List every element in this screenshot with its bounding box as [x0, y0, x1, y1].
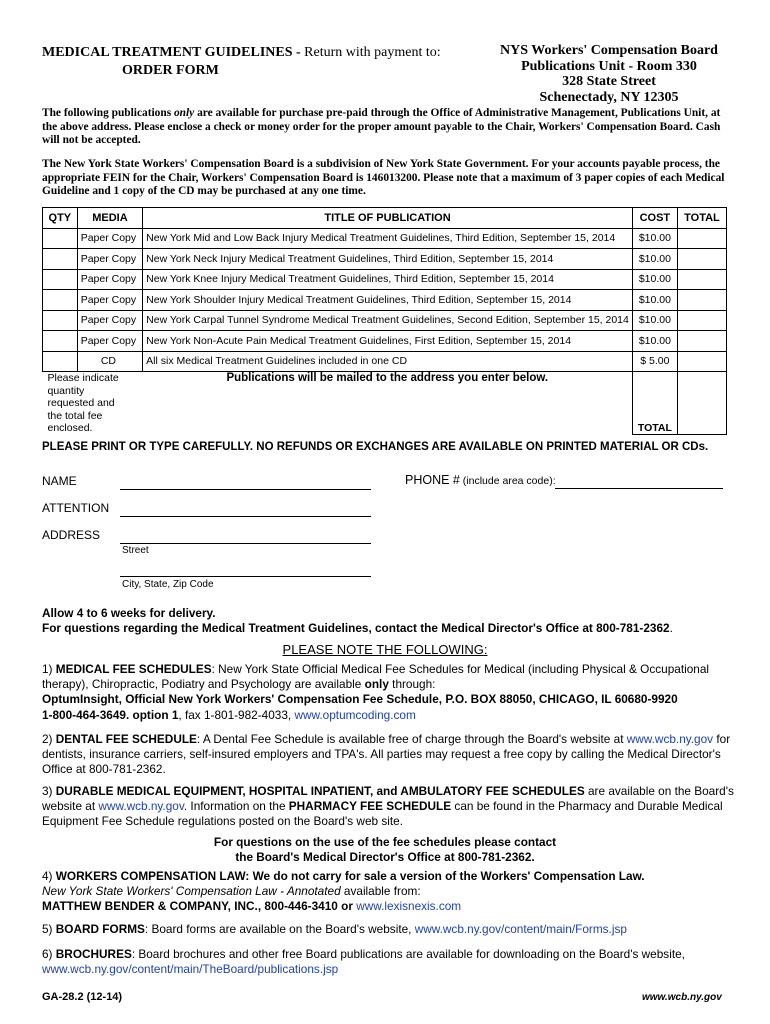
- header-total: TOTAL: [677, 208, 726, 229]
- note-text: : Board brochures and other free Board publications are available for downloading on the Board's website,: [131, 947, 685, 961]
- note-durable-equipment-fee-schedules: [42, 784, 742, 830]
- title-cell: New York Non-Acute Pain Medical Treatment Guidelines, First Edition, September 15, 2014: [143, 331, 633, 352]
- intro-paragraph-1: [42, 107, 734, 148]
- publications-link[interactable]: www.wcb.ny.gov/content/main/TheBoard/publications.jsp: [42, 962, 339, 977]
- note-text: can be found in the Pharmacy and Durable Medical Equipment Fee Schedule regulations posted on the Board's web site.: [42, 799, 723, 829]
- table-row: [43, 228, 727, 249]
- header-title: TITLE OF PUBLICATION: [143, 208, 633, 229]
- table-row: [43, 249, 727, 270]
- lexisnexis-link[interactable]: www.lexisnexis.com: [356, 899, 462, 914]
- city-state-zip-field[interactable]: [120, 576, 371, 577]
- note-medical-fee-schedules: [42, 662, 742, 723]
- phone-label-group: [405, 473, 556, 487]
- media-cell: Paper Copy: [77, 249, 142, 270]
- note-brochures: [42, 947, 742, 977]
- table-header-row: [43, 208, 727, 229]
- address-label: ADDRESS: [42, 528, 101, 542]
- header-cost: COST: [632, 208, 677, 229]
- qty-cell[interactable]: [43, 331, 78, 352]
- attention-label: ATTENTION: [42, 501, 110, 515]
- media-cell: Paper Copy: [77, 331, 142, 352]
- name-field[interactable]: [120, 489, 371, 490]
- note-board-forms: [42, 922, 742, 937]
- total-cell[interactable]: [677, 290, 726, 311]
- quantity-instruction: Please indicate quantity requested and the total fee enclosed.: [47, 372, 119, 434]
- table-row: [43, 351, 727, 372]
- cost-cell: $10.00: [632, 269, 677, 290]
- table-row: [43, 290, 727, 311]
- title-cell: New York Carpal Tunnel Syndrome Medical Treatment Guidelines, Second Edition, September 15, 2014: [143, 310, 633, 331]
- media-cell: Paper Copy: [77, 290, 142, 311]
- cost-cell: $10.00: [632, 290, 677, 311]
- total-cell[interactable]: [677, 269, 726, 290]
- phone-hint: (include area code):: [459, 475, 556, 487]
- note-heading: PHARMACY FEE SCHEDULE: [288, 799, 452, 814]
- attention-field[interactable]: [120, 516, 371, 517]
- qty-cell[interactable]: [43, 228, 78, 249]
- name-label: NAME: [42, 474, 77, 488]
- cost-cell: $10.00: [632, 228, 677, 249]
- media-cell: Paper Copy: [77, 269, 142, 290]
- mailing-note: Publications will be mailed to the address you enter below.: [226, 372, 549, 384]
- notes-heading: [0, 642, 770, 657]
- table-row: [43, 269, 727, 290]
- delivery-line: Allow 4 to 6 weeks for delivery.: [42, 606, 216, 620]
- note-text: are available on the Board's website at: [42, 784, 734, 814]
- title-cell: All six Medical Treatment Guidelines included in one CD: [143, 351, 633, 372]
- notes-heading-colon: :: [483, 642, 488, 657]
- intro-paragraph-2: The New York State Workers' Compensation Board is a subdivision of New York State Government. For your accounts payable process, the appropriate FEIN for the Chair, Workers' Compensation Board is 146013200. Please note that a maximum of 3 paper copies of each Medical Guideline and 1 copy of the CD may be purchased at any one time.: [42, 158, 725, 198]
- address-line: Schenectady, NY 12305: [539, 89, 679, 105]
- total-cell[interactable]: [677, 228, 726, 249]
- wcb-link[interactable]: www.wcb.ny.gov: [626, 732, 714, 746]
- intro-text: are available for purchase pre-paid through the Office of Administrative Management, Publications Unit, at the above address. Please enclose a check or money order for the proper amount payable to the Chair, Workers' Compensation Board. Cash will not be accepted.: [42, 107, 721, 147]
- note-number: 1): [42, 662, 56, 676]
- delivery-info: [42, 606, 673, 636]
- questions-line: the Board's Medical Director's Office at 800-781-2362.: [235, 850, 535, 865]
- law-title: New York State Workers' Compensation Law - Annotated: [42, 884, 341, 899]
- form-title-block: [42, 44, 462, 80]
- phone-field[interactable]: [555, 488, 723, 489]
- note-heading: DENTAL FEE SCHEDULE: [55, 732, 197, 746]
- form-subtitle: ORDER FORM: [122, 63, 219, 78]
- address-line: Publications Unit - Room 330: [521, 58, 697, 74]
- footer-website: www.wcb.ny.gov: [642, 992, 722, 1003]
- intro-text: The following publications: [42, 107, 174, 119]
- optumcoding-link[interactable]: www.optumcoding.com: [294, 707, 416, 722]
- note-number: 6): [42, 947, 56, 961]
- title-cell: New York Knee Injury Medical Treatment Guidelines, Third Edition, September 15, 2014: [143, 269, 633, 290]
- header-media: MEDIA: [77, 208, 142, 229]
- optum-fax: , fax 1-801-982-4033,: [178, 707, 295, 722]
- media-cell: Paper Copy: [77, 228, 142, 249]
- address-line: NYS Workers' Compensation Board: [500, 43, 718, 58]
- cost-cell: $10.00: [632, 310, 677, 331]
- total-cell[interactable]: [677, 310, 726, 331]
- note-dental-fee-schedule: [42, 732, 742, 778]
- note-text: available from:: [340, 884, 421, 899]
- table-row: [43, 310, 727, 331]
- form-title-return: Return with payment to:: [300, 45, 441, 60]
- note-workers-comp-law: [42, 869, 742, 915]
- form-title: MEDICAL TREATMENT GUIDELINES -: [42, 45, 301, 60]
- cost-cell: $ 5.00: [632, 351, 677, 372]
- media-cell: CD: [77, 351, 142, 372]
- qty-cell[interactable]: [43, 310, 78, 331]
- phone-label: PHONE #: [405, 473, 460, 487]
- optuminsight-address: OptumInsight, Official New York Workers' Compensation Fee Schedule, P.O. BOX 88050, CHICAGO, IL 60680-9920: [42, 692, 678, 707]
- qty-cell[interactable]: [43, 269, 78, 290]
- note-heading: BROCHURES: [55, 947, 132, 961]
- optum-phone: 1-800-464-3649. option 1: [42, 707, 179, 722]
- total-cell[interactable]: [677, 249, 726, 270]
- header-qty: QTY: [43, 208, 78, 229]
- cost-cell: $10.00: [632, 249, 677, 270]
- total-cell[interactable]: [677, 351, 726, 372]
- delivery-contact-text: For questions regarding the Medical Treatment Guidelines, contact the Medical Director's Office at 800-781-2362: [42, 621, 670, 635]
- title-cell: New York Shoulder Injury Medical Treatment Guidelines, Third Edition, September 15, 2014: [143, 290, 633, 311]
- city-state-zip-label: City, State, Zip Code: [122, 579, 214, 590]
- note-number: 5): [42, 922, 56, 936]
- note-text: for dentists, insurance carriers, self-insured employers and TPA's. All parties may request a free copy by calling the Medical Director's Office at 800-781-2362.: [42, 732, 731, 777]
- delivery-period: .: [669, 621, 673, 635]
- note-number: 2): [42, 732, 56, 746]
- title-cell: New York Mid and Low Back Injury Medical Treatment Guidelines, Third Edition, September 15, 2014: [143, 228, 633, 249]
- cost-cell: $10.00: [632, 331, 677, 352]
- note-number: 4): [42, 869, 56, 883]
- matthew-bender-contact: MATTHEW BENDER & COMPANY, INC., 800-446-3410 or: [42, 899, 357, 914]
- wcb-link[interactable]: www.wcb.ny.gov: [98, 799, 184, 814]
- form-code: GA-28.2 (12-14): [42, 991, 123, 1003]
- total-cell[interactable]: [677, 331, 726, 352]
- intro-emphasis: only: [173, 107, 195, 119]
- questions-line: For questions on the use of the fee schedules please contact: [213, 835, 557, 849]
- note-number: 3): [42, 784, 56, 798]
- table-row: [43, 331, 727, 352]
- media-cell: Paper Copy: [77, 310, 142, 331]
- order-table: [42, 207, 727, 435]
- notes-heading-text: PLEASE NOTE THE FOLLOWING: [282, 642, 484, 657]
- qty-cell[interactable]: [43, 249, 78, 270]
- grand-total-cell[interactable]: [677, 372, 726, 435]
- note-heading: MEDICAL FEE SCHEDULES: [55, 662, 212, 676]
- qty-cell[interactable]: [43, 290, 78, 311]
- note-text: : A Dental Fee Schedule is available free of charge through the Board's website at: [196, 732, 627, 746]
- note-text: : Board forms are available on the Board's website,: [144, 922, 415, 936]
- note-heading: DURABLE MEDICAL EQUIPMENT, HOSPITAL INPATIENT, and AMBULATORY FEE SCHEDULES: [55, 784, 585, 798]
- table-footer-row: [43, 372, 727, 435]
- street-label: Street: [122, 545, 149, 556]
- total-label: TOTAL: [632, 372, 677, 435]
- fee-schedule-questions: [35, 835, 735, 865]
- title-cell: New York Neck Injury Medical Treatment Guidelines, Third Edition, September 15, 2014: [143, 249, 633, 270]
- note-heading: WORKERS COMPENSATION LAW: We do not carry for sale a version of the Workers' Compensation Law.: [55, 869, 645, 883]
- forms-link[interactable]: www.wcb.ny.gov/content/main/Forms.jsp: [414, 922, 627, 936]
- note-text: through:: [388, 677, 436, 692]
- qty-cell[interactable]: [43, 351, 78, 372]
- street-field[interactable]: [120, 543, 371, 544]
- note-text: . Information on the: [183, 799, 289, 814]
- address-line: 328 State Street: [562, 74, 656, 89]
- mailing-address: [478, 43, 740, 105]
- note-heading: BOARD FORMS: [55, 922, 145, 936]
- delivery-contact-line: [42, 621, 673, 636]
- print-notice: PLEASE PRINT OR TYPE CAREFULLY. NO REFUNDS OR EXCHANGES ARE AVAILABLE ON PRINTED MATERIAL OR CDs.: [42, 441, 709, 453]
- note-emphasis: only: [364, 677, 389, 692]
- note-text: : New York State Official Medical Fee Schedules for Medical (including Physical & Occupational therapy), Chiropractic, Podiatry and Psychology are available: [42, 662, 710, 692]
